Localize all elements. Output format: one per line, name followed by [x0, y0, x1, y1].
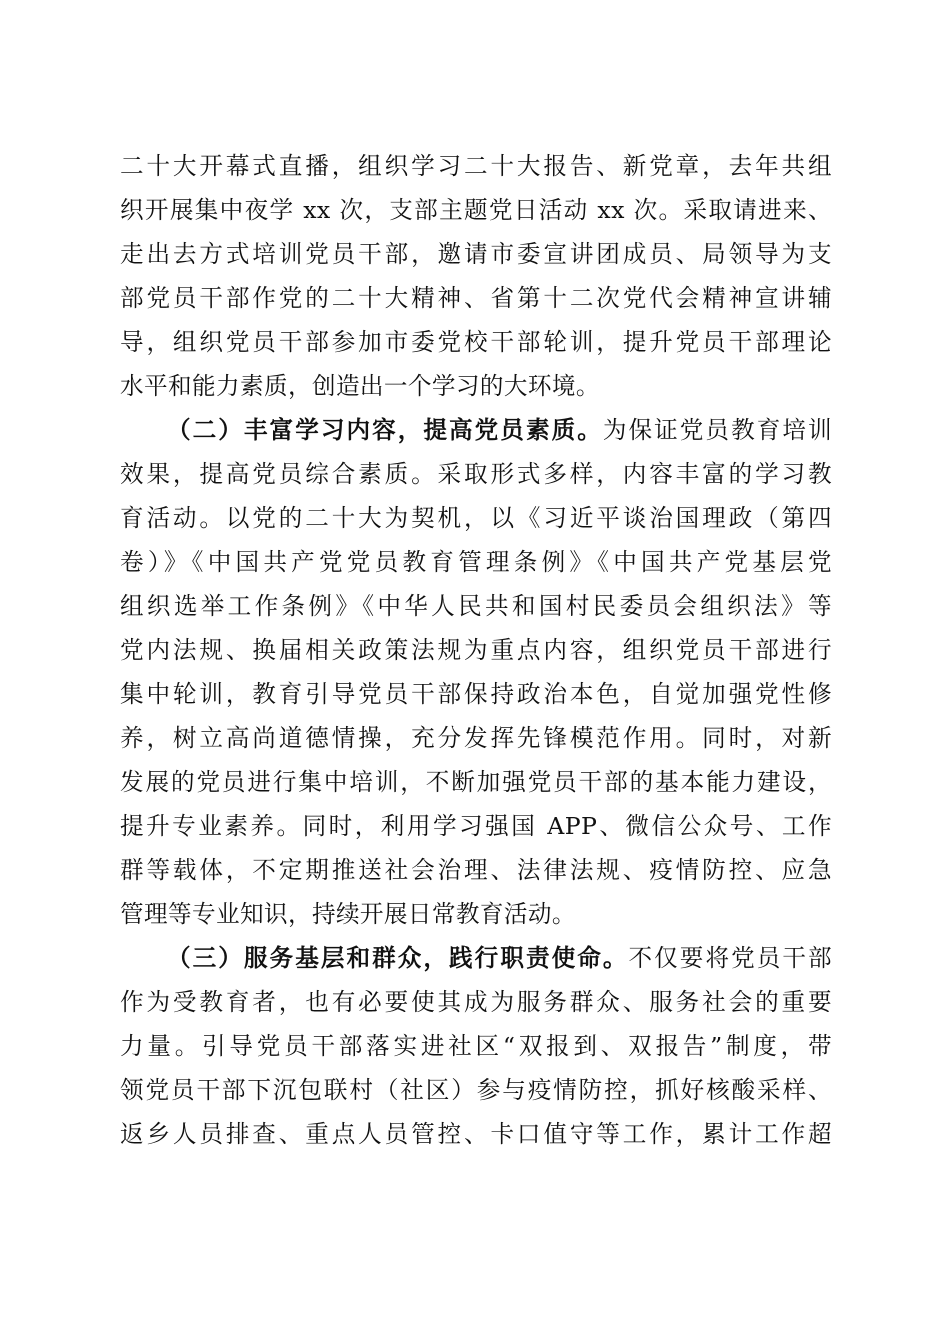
paragraph-line: 集中轮训，教育引导党员干部保持政治本色，自觉加强党性修	[120, 680, 832, 708]
paragraph-line: 力量。引导党员干部落实进社区“双报到、双报告”制度，带	[120, 1032, 832, 1060]
paragraph-line: 织开展集中夜学 xx 次，支部主题党日活动 xx 次。采取请进来、	[120, 196, 832, 224]
paragraph-line: 育活动。以党的二十大为契机，以《习近平谈治国理政（第四	[120, 504, 832, 532]
paragraph-3	[120, 936, 832, 1156]
paragraph-line: 导，组织党员干部参加市委党校干部轮训，提升党员干部理论	[120, 328, 832, 356]
paragraph-1	[120, 144, 832, 408]
paragraph-2	[120, 408, 832, 936]
paragraph-line: 党内法规、换届相关政策法规为重点内容，组织党员干部进行	[120, 636, 832, 664]
paragraph-first-line	[120, 936, 832, 980]
paragraph-line: 群等载体，不定期推送社会治理、法律法规、疫情防控、应急	[120, 856, 832, 884]
paragraph-line: 领党员干部下沉包联村（社区）参与疫情防控，抓好核酸采样、	[120, 1076, 832, 1104]
paragraph-first-line	[120, 408, 832, 452]
paragraph-line: 组织选举工作条例》《中华人民共和国村民委员会组织法》等	[120, 592, 832, 620]
section-heading: （三）服务基层和群众，践行职责使命。	[167, 944, 629, 972]
paragraph-line: 管理等专业知识，持续开展日常教育活动。	[120, 900, 576, 928]
section-heading: （二）丰富学习内容，提高党员素质。	[167, 416, 603, 444]
paragraph-line: 效果，提高党员综合素质。采取形式多样，内容丰富的学习教	[120, 460, 832, 488]
paragraph-line: 作为受教育者，也有必要使其成为服务群众、服务社会的重要	[120, 988, 832, 1016]
paragraph-line: 卷）》《中国共产党党员教育管理条例》《中国共产党基层党	[120, 548, 832, 576]
paragraph-line: 养，树立高尚道德情操，充分发挥先锋模范作用。同时，对新	[120, 724, 832, 752]
paragraph-line: 走出去方式培训党员干部，邀请市委宣讲团成员、局领导为支	[120, 240, 832, 268]
paragraph-line: 水平和能力素质，创造出一个学习的大环境。	[120, 372, 600, 400]
paragraph-line: 部党员干部作党的二十大精神、省第十二次党代会精神宣讲辅	[120, 284, 832, 312]
document-body	[120, 144, 832, 1156]
paragraph-line: 二十大开幕式直播，组织学习二十大报告、新党章，去年共组	[120, 152, 832, 180]
paragraph-text: 为保证党员教育培训	[602, 416, 832, 444]
paragraph-line: 发展的党员进行集中培训，不断加强党员干部的基本能力建设，	[120, 768, 832, 796]
paragraph-line: 返乡人员排查、重点人员管控、卡口值守等工作，累计工作超	[120, 1120, 832, 1148]
paragraph-text: 不仅要将党员干部	[628, 944, 832, 972]
paragraph-line: 提升专业素养。同时，利用学习强国 APP、微信公众号、工作	[120, 812, 832, 840]
